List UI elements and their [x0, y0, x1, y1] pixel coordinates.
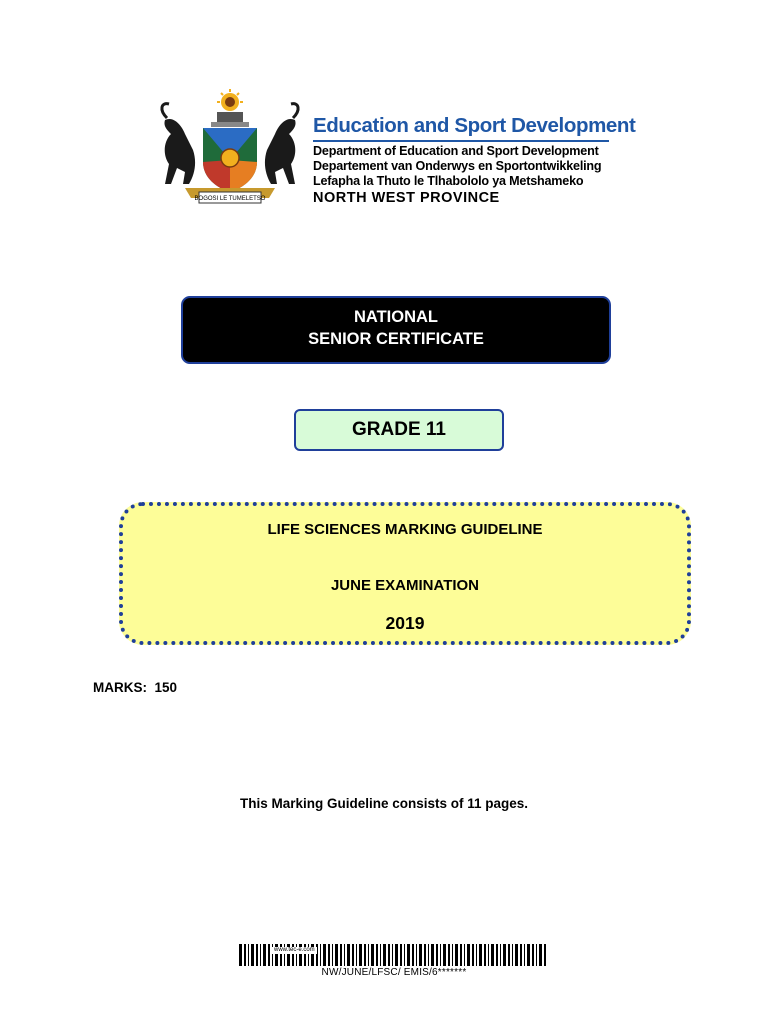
- certificate-line-1: NATIONAL: [353, 308, 438, 326]
- department-line-afrikaans: Departement van Onderwys en Sportontwikkeling: [313, 159, 602, 173]
- province-name: NORTH WEST PROVINCE: [313, 190, 500, 206]
- exam-year: 2019: [385, 613, 425, 633]
- barcode-code: NW/JUNE/LFSC/ EMIS/6*******: [321, 967, 467, 978]
- subject-title: LIFE SCIENCES MARKING GUIDELINE: [267, 521, 543, 538]
- department-line-english: Department of Education and Sport Development: [313, 144, 599, 158]
- grade-badge: GRADE 11: [294, 409, 504, 451]
- title-underline: [313, 140, 609, 142]
- page-count-note: This Marking Guideline consists of 11 pages.: [239, 796, 529, 811]
- certificate-line-2: SENIOR CERTIFICATE: [308, 330, 484, 348]
- motto-ribbon: BOGOSI LE TUMELETSO: [194, 196, 266, 202]
- exam-name: JUNE EXAMINATION: [330, 577, 480, 594]
- department-title: Education and Sport Development: [313, 114, 636, 137]
- department-text: [313, 113, 636, 208]
- guideline-panel: [119, 502, 691, 645]
- coat-of-arms-icon: [155, 88, 305, 206]
- certificate-banner: [181, 296, 611, 364]
- barcode-overlay-label: www.tec-e.com: [274, 947, 315, 953]
- letterhead: [155, 88, 636, 208]
- total-marks: MARKS: 150: [93, 680, 178, 695]
- department-line-setswana: Lefapha la Thuto le Tlhabololo ya Metshameko: [313, 174, 584, 188]
